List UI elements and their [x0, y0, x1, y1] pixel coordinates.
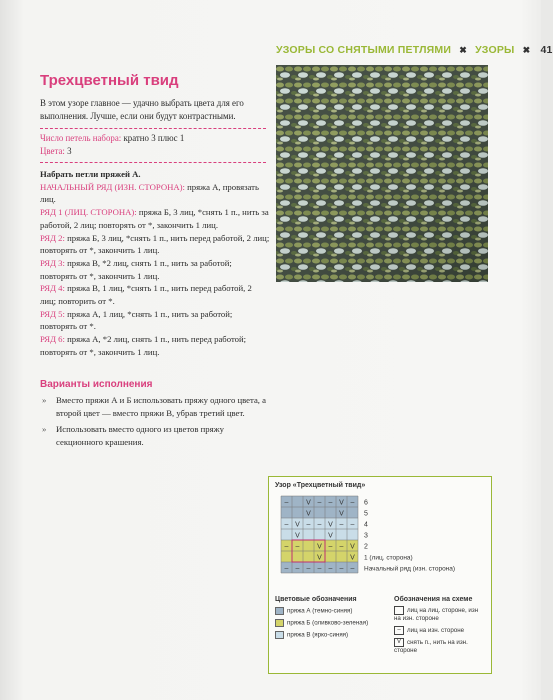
row-number: 4	[364, 521, 368, 529]
chart-symbol: –	[317, 565, 322, 573]
row-0-label: Начальный ряд (изн. сторона)	[364, 565, 456, 573]
divider	[40, 162, 266, 163]
row-instruction: РЯД 4: пряжа В, 1 лиц, *снять 1 п., нить перед работой, 2 лиц; повторить от *.	[40, 283, 252, 307]
chart-symbol: –	[284, 499, 289, 507]
chart-symbol: –	[306, 521, 311, 529]
chart-symbol: V	[350, 554, 355, 562]
chart-symbol: –	[350, 565, 355, 573]
row-number: 5	[364, 510, 368, 518]
pattern-meta	[40, 132, 266, 158]
page-number: 41	[540, 44, 553, 56]
chart-symbol: –	[295, 565, 300, 573]
chart-symbol: –	[339, 565, 344, 573]
chart-symbol: –	[328, 565, 333, 573]
purl-symbol: –	[394, 626, 404, 635]
running-header	[276, 44, 553, 60]
row-1-label: 1 (лиц. сторона)	[364, 554, 413, 562]
symbol-legend-item: лиц на лиц. стороне, изн на изн. стороне	[394, 607, 479, 623]
yarn-a-swatch	[275, 607, 284, 615]
chart-symbol: –	[317, 521, 322, 529]
chart-symbol: –	[306, 565, 311, 573]
yarn-b-swatch	[275, 619, 284, 627]
chart-symbol: –	[284, 543, 289, 551]
chart-symbol: –	[350, 499, 355, 507]
row-instruction: НАЧАЛЬНЫЙ РЯД (ИЗН. СТОРОНА): пряжа А, провязать лиц.	[40, 181, 259, 205]
color-legend-item: пряжа Б (оливково-зеленая)	[275, 619, 368, 628]
knitted-swatch-photo	[276, 65, 488, 282]
chart-symbol: V	[328, 521, 333, 529]
chart-symbol: –	[339, 543, 344, 551]
chart-symbol: V	[317, 543, 322, 551]
colors-value: 3	[64, 146, 72, 156]
row-number: 3	[364, 532, 368, 540]
row-number: 2	[364, 543, 368, 551]
chart-title: Узор «Трехцветный твид»	[275, 482, 366, 489]
chart-symbol: V	[328, 532, 333, 540]
chart-symbol: V	[339, 510, 344, 518]
row-number: 6	[364, 499, 368, 507]
chart-symbol: –	[350, 521, 355, 529]
chart-symbol: V	[295, 521, 300, 529]
knit-symbol	[394, 606, 404, 615]
chart-symbol: –	[317, 499, 322, 507]
intro-text: В этом узоре главное — удачно выбрать цвета для его выполнения. Лучше, если они будут контрастными.	[40, 98, 244, 121]
symbol-legend-item: – лиц на изн. стороне	[394, 626, 486, 635]
cast-on-instruction: Набрать петли пряжей А.	[40, 169, 141, 179]
list-item: » Вместо пряжи А и Б использовать пряжу одного цвета, а второй цвет — вместо пряжи В, убрав третий цвет.	[42, 395, 267, 418]
row-instruction: РЯД 2: пряжа Б, 3 лиц, *снять 1 п., нить перед работой, 2 лиц; повторять от *, закончить 1 лиц.	[40, 232, 270, 256]
chart-symbol: –	[295, 543, 300, 551]
color-legend-title: Цветовые обозначения	[275, 596, 357, 603]
row-instruction: РЯД 1 (ЛИЦ. СТОРОНА): пряжа Б, 3 лиц, *снять 1 п., нить за работой, 2 лиц; повторять от *, закончить 1 лиц.	[40, 207, 269, 230]
row-instruction: РЯД 5: пряжа А, 1 лиц, *снять 1 п., нить за работой; повторять от *.	[40, 308, 233, 332]
bullet-icon: »	[42, 395, 47, 405]
chart-symbol: V	[306, 510, 311, 518]
symbol-legend-item: V снять п., нить на изн. стороне	[394, 639, 468, 655]
chart-symbol: V	[317, 554, 322, 562]
yarn-c-swatch	[275, 631, 284, 639]
chart-symbol: V	[339, 499, 344, 507]
variants-title: Варианты исполнения	[40, 379, 153, 390]
color-legend-item: пряжа В (ярко-синяя)	[275, 631, 348, 640]
chart-symbol: –	[284, 565, 289, 573]
chart-symbol: –	[339, 521, 344, 529]
chart-symbol: V	[350, 543, 355, 551]
symbol-legend-title: Обозначения на схеме	[394, 596, 473, 603]
variants-list	[40, 394, 268, 453]
stitch-chart	[281, 496, 491, 588]
chart-symbol: –	[328, 499, 333, 507]
row-instruction: РЯД 3: пряжа В, *2 лиц, снять 1 п., нить за работой; повторять от *, закончить 1 лиц.	[40, 257, 232, 281]
header-separator: ✖	[459, 45, 467, 55]
list-item: » Использовать вместо одного из цветов пряжу секционного крашения.	[42, 424, 224, 448]
instructions	[40, 168, 270, 359]
chart-symbol: –	[328, 543, 333, 551]
header-section: УЗОРЫ СО СНЯТЫМИ ПЕТЛЯМИ	[276, 44, 452, 56]
color-legend-item: пряжа А (темно-синяя)	[275, 607, 352, 616]
chart-symbol: V	[295, 532, 300, 540]
divider	[40, 128, 266, 129]
slip-symbol: V	[394, 638, 404, 647]
pattern-title: Трехцветный твид	[40, 72, 179, 89]
chart-symbol: V	[306, 499, 311, 507]
stitch-count-value: кратно 3 плюс 1	[121, 133, 185, 143]
colors-label: Цвета:	[40, 146, 65, 156]
header-subsection: УЗОРЫ	[475, 44, 515, 56]
stitch-count-label: Число петель набора:	[40, 133, 122, 143]
row-instruction: РЯД 6: пряжа А, *2 лиц, снять 1 п., нить перед работой; повторять от *, закончить 1 лиц.	[40, 334, 247, 357]
header-separator: ✖	[522, 45, 531, 55]
chart-symbol: –	[284, 521, 289, 529]
bullet-icon: »	[42, 424, 47, 435]
